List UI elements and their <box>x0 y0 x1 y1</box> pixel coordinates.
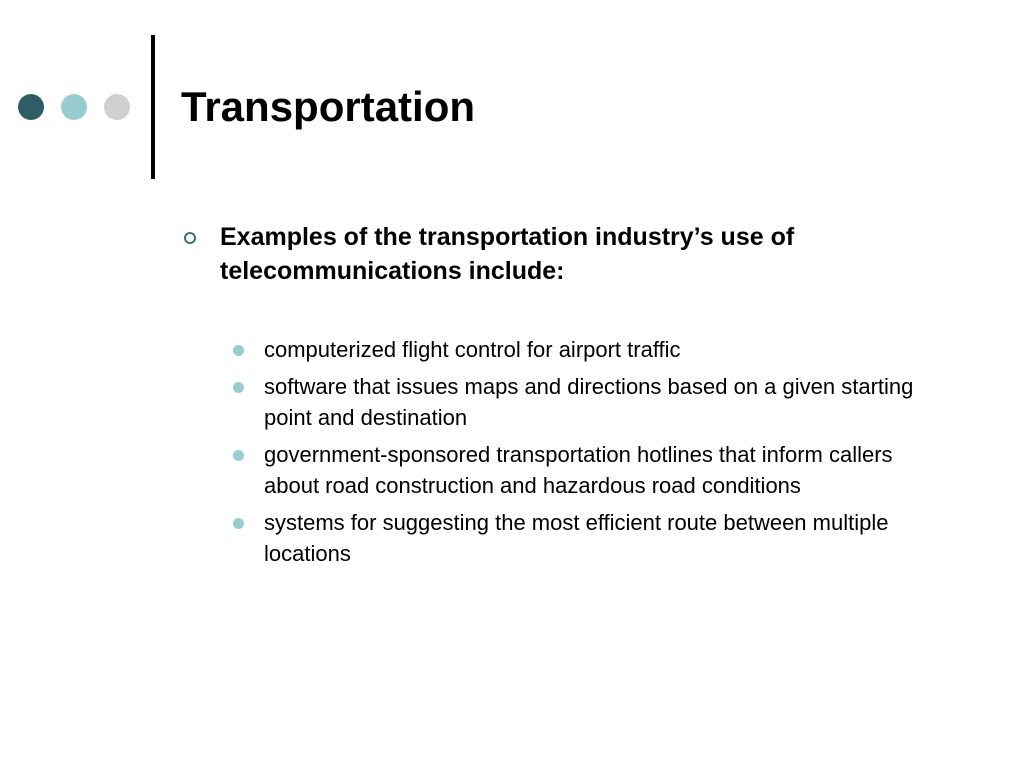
lead-bullet-text: Examples of the transportation industry’s use of telecommunications include: <box>220 223 795 285</box>
decorative-dot-dark <box>18 94 44 120</box>
list-item <box>232 439 952 501</box>
list-item <box>232 334 952 365</box>
bullet-dot-icon <box>233 345 244 356</box>
slide-title: Transportation <box>181 83 476 130</box>
decorative-dot-gray <box>104 94 130 120</box>
sub-bullet-list <box>232 334 952 575</box>
list-item-text: software that issues maps and directions based on a given starting point and destination <box>264 374 914 430</box>
list-item-text: government-sponsored transportation hotlines that inform callers about road construction and hazardous road conditions <box>264 442 893 498</box>
bullet-dot-icon <box>233 382 244 393</box>
bullet-dot-icon <box>233 450 244 461</box>
bullet-dot-icon <box>233 518 244 529</box>
title-divider-rule <box>151 35 155 179</box>
decorative-dot-light-teal <box>61 94 87 120</box>
list-item <box>232 507 952 569</box>
list-item-text: computerized flight control for airport traffic <box>264 337 681 362</box>
hollow-circle-bullet-icon <box>184 232 196 244</box>
list-item-text: systems for suggesting the most efficient route between multiple locations <box>264 510 889 566</box>
list-item <box>232 371 952 433</box>
